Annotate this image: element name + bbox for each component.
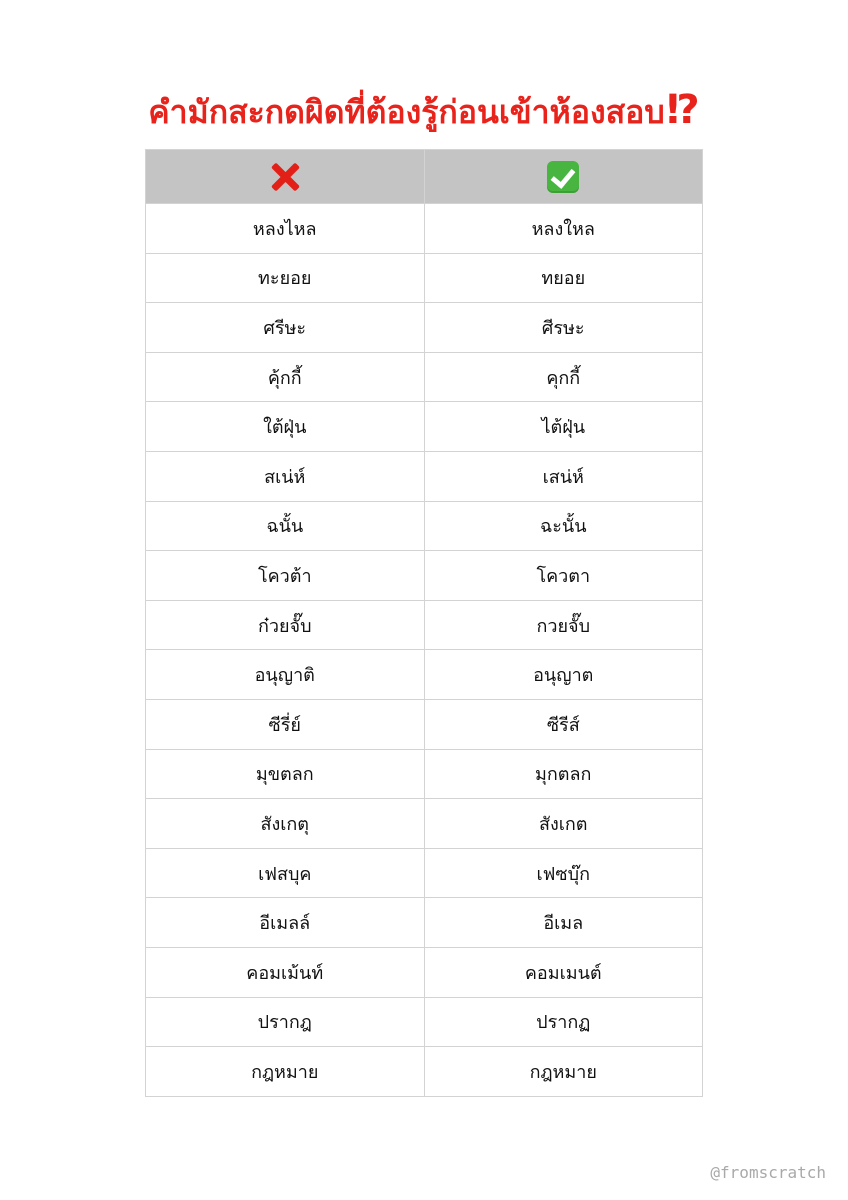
wrong-spelling-cell: อีเมลล์ — [146, 898, 425, 948]
wrong-spelling-cell: ฉนั้น — [146, 501, 425, 551]
correct-spelling-cell: เสน่ห์ — [424, 451, 703, 501]
wrong-spelling-cell: หลงไหล — [146, 204, 425, 254]
correct-spelling-cell: กฎหมาย — [424, 1047, 703, 1097]
correct-spelling-cell: ฉะนั้น — [424, 501, 703, 551]
table-row — [146, 1047, 703, 1097]
table-row — [146, 204, 703, 254]
correct-spelling-cell: อีเมล — [424, 898, 703, 948]
table-row — [146, 699, 703, 749]
right-column-header — [424, 150, 703, 204]
correct-spelling-cell: มุกตลก — [424, 749, 703, 799]
table-row — [146, 402, 703, 452]
title-text: คำมักสะกดผิดที่ต้องรู้ก่อนเข้าห้องสอบ — [148, 93, 665, 131]
table-row — [146, 749, 703, 799]
wrong-spelling-cell: คุ้กกี้ — [146, 352, 425, 402]
wrong-column-header — [146, 150, 425, 204]
wrong-spelling-cell: ปรากฎ — [146, 997, 425, 1047]
correct-spelling-cell: โควตา — [424, 551, 703, 601]
table-row — [146, 799, 703, 849]
correct-spelling-cell: ปรากฏ — [424, 997, 703, 1047]
correct-spelling-cell: ซีรีส์ — [424, 699, 703, 749]
table-row — [146, 551, 703, 601]
wrong-spelling-cell: ทะยอย — [146, 253, 425, 303]
table-row — [146, 898, 703, 948]
correct-spelling-cell: ทยอย — [424, 253, 703, 303]
correct-spelling-cell: กวยจั๊บ — [424, 600, 703, 650]
correct-spelling-cell: ศีรษะ — [424, 303, 703, 353]
correct-spelling-cell: อนุญาต — [424, 650, 703, 700]
table-row — [146, 947, 703, 997]
correct-spelling-cell: ไต้ฝุ่น — [424, 402, 703, 452]
table-row — [146, 352, 703, 402]
table-header-row — [146, 150, 703, 204]
check-mark-box-icon — [547, 161, 579, 193]
table-body — [146, 204, 703, 1097]
correct-spelling-cell: เฟซบุ๊ก — [424, 848, 703, 898]
wrong-spelling-cell: กฎหมาย — [146, 1047, 425, 1097]
wrong-spelling-cell: ซีรี่ย์ — [146, 699, 425, 749]
credit-watermark: @fromscratch — [710, 1163, 826, 1182]
correct-spelling-cell: สังเกต — [424, 799, 703, 849]
table-row — [146, 303, 703, 353]
page-title — [0, 84, 848, 138]
table-row — [146, 848, 703, 898]
correct-spelling-cell: หลงใหล — [424, 204, 703, 254]
wrong-spelling-cell: สเน่ห์ — [146, 451, 425, 501]
table-row — [146, 451, 703, 501]
wrong-spelling-cell: มุขตลก — [146, 749, 425, 799]
cross-mark-icon — [270, 162, 300, 192]
wrong-spelling-cell: ก๋วยจั๊บ — [146, 600, 425, 650]
table-row — [146, 600, 703, 650]
table-row — [146, 501, 703, 551]
correct-spelling-cell: คอมเมนต์ — [424, 947, 703, 997]
correct-spelling-cell: คุกกี้ — [424, 352, 703, 402]
exclamation-question-icon: ⁉ — [666, 87, 700, 133]
table-row — [146, 650, 703, 700]
wrong-spelling-cell: โควต้า — [146, 551, 425, 601]
wrong-spelling-cell: ใต้ฝุ่น — [146, 402, 425, 452]
wrong-spelling-cell: ศรีษะ — [146, 303, 425, 353]
table-row — [146, 253, 703, 303]
wrong-spelling-cell: เฟสบุค — [146, 848, 425, 898]
table-row — [146, 997, 703, 1047]
spelling-table — [145, 149, 703, 1097]
wrong-spelling-cell: สังเกตุ — [146, 799, 425, 849]
wrong-spelling-cell: คอมเม้นท์ — [146, 947, 425, 997]
wrong-spelling-cell: อนุญาติ — [146, 650, 425, 700]
